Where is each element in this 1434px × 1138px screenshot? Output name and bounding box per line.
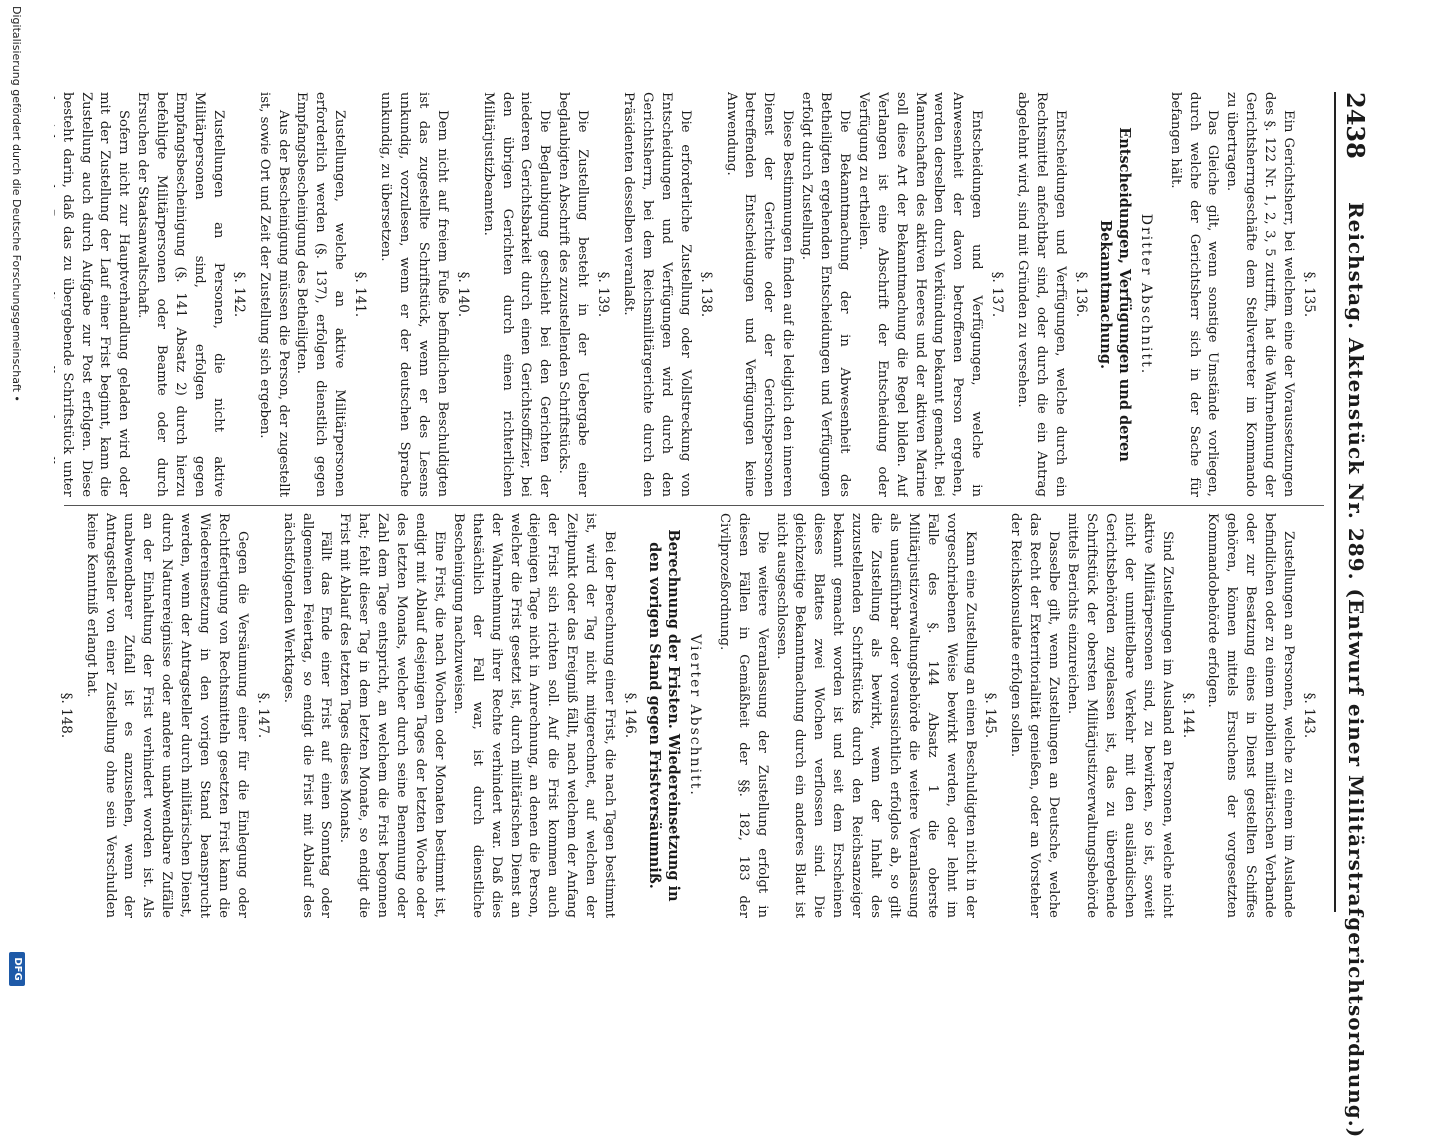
section-number: §. 137. — [989, 271, 1006, 318]
paragraph: Dasselbe gilt, wenn Zustellungen an Deutsche, welche das Recht der Exterritorialität genießen, oder an Vorsteher der Reichskonsulate erfolgen sollen. — [1008, 513, 1062, 918]
paragraph: Dem nicht auf freiem Fuße befindlichen Beschuldigten ist das zugestellte Schriftstück, wenn er des Lesens unkundig, vorzulesen, wenn er der deutschen Sprache unkundig, zu übersetzen. — [378, 92, 450, 497]
paragraph: Die Zustellung besteht in der Uebergabe einer beglaubigten Abschrift des zuzustellenden Schriftstücks. — [556, 92, 591, 497]
paragraph: Diese Bestimmungen finden auf die lediglich den inneren Dienst der Gerichte oder der Gerichtspersonen betreffenden Entscheidungen und Verfügungen keine Anwendung. — [723, 92, 796, 497]
section-number: §. 146. — [622, 692, 638, 739]
paragraph: Die weitere Veranlassung der Zustellung erfolgt in diesen Fällen in Gemäßheit der §§. 182, 183 der Civilprozeßordnung. — [716, 513, 770, 918]
paragraph: Die Bekanntmachung der in Abwesenheit des Betheiligten ergehenden Entscheidungen und Verfügungen erfolgt durch Zustellung. — [799, 92, 852, 497]
paragraph: Die Beglaubigung geschieht bei den Gerichten der niederen Gerichtsbarkeit durch einen Gerichtsoffizier, bei den übrigen Gerichten durch einen richterlichen Militärjustizbeamten. — [480, 92, 553, 497]
paragraph: Zustellungen an Personen, welche zu einem im Auslande befindlichen oder zu einem mobilen militärischen Verbande oder zur Besatzung eines in Dienst gestellten Schiffes gehören, können mittels Ersuchens der vorgesetzten Kommandobehörde erfolgen. — [1205, 513, 1297, 918]
paragraph: Die erforderliche Zustellung oder Vollstreckung von Entscheidungen und Verfügungen wird durch den Gerichtsherrn, bei dem Reichsmilitärgerichte durch den Präsidenten desselben veranlaßt. — [621, 92, 693, 497]
section-number: §. 142. — [230, 271, 247, 318]
paragraph: Aus der Bescheinigung müssen die Person, der zugestellt ist, sowie Ort und Zeit der Zustellung sich ergeben. — [256, 92, 291, 497]
section-number: §. 141. — [352, 271, 369, 318]
section-number: §. 138. — [697, 271, 714, 318]
paragraph: Entscheidungen und Verfügungen, welche in Anwesenheit der davon betroffenen Person ergehen, werden derselben durch Verkündung bekannt gemacht. Bei Mannschaften des aktiven Heeres und der aktiven Marine soll diese Art der Bekanntmachung die Regel bilden. Auf Verlangen ist eine Abschrift der Entscheidung oder Verfügung zu ertheilen. — [855, 92, 985, 497]
paragraph: Das Gleiche gilt, wenn sonstige Umstände vorliegen, durch welche der Gerichtsherr sich in der Sache für befangen hält. — [1167, 92, 1221, 497]
left-column — [54, 92, 1324, 497]
paragraph: Bei der Berechnung einer Frist, die nach Tagen bestimmt ist, wird der Tag nicht mitgerechnet, auf welchen der Zeitpunkt oder das Ereigniß fällt, nach welchem der Anfang der Frist sich richten soll. Auf die Frist kommen auch diejenigen Tage nicht in Anrechnung, an denen die Person, welcher die Frist gesetzt ist, durch militärischen Dienst an der Wahrnehmung ihrer Rechte verhindert war. Daß dies thatsächlich der Fall war, ist durch dienstliche Bescheinigung nachzuweisen. — [450, 513, 618, 918]
section-number: §. 140. — [454, 271, 471, 318]
digitization-credit — [6, 6, 26, 994]
paragraph: Entscheidungen und Verfügungen, welche durch ein Rechtsmittel anfechtbar sind, oder durch die ein Antrag abgelehnt wird, sind mit Gründen zu versehen. — [1015, 92, 1068, 497]
running-title: Reichstag. Aktenstück Nr. 289. (Entwurf einer Militärstrafgerichtsordnung.) — [1344, 202, 1368, 1138]
section-number: §. 136. — [1072, 271, 1089, 318]
part-heading: Vierter Abschnitt. — [686, 634, 703, 797]
dfg-logo: DFG — [9, 952, 25, 986]
paragraph: Eine Frist, die nach Wochen oder Monaten bestimmt ist, endigt mit Ablauf desjenigen Tages der letzten Woche oder des letzten Monats, welcher durch seine Benennung oder Zahl dem Tage entspricht, an welchem die Frist begonnen hat; fehlt dieser Tag in dem letzten Monate, so endigt die Frist mit Ablauf des letzten Tages dieses Monats. — [337, 513, 447, 918]
section-number: §. 139. — [595, 271, 612, 318]
section-number: §. 143. — [1301, 692, 1317, 739]
paragraph: Fällt das Ende einer Frist auf einen Sonntag oder allgemeinen Feiertag, so endigt die Frist mit Ablauf des nächstfolgenden Werktages. — [280, 513, 334, 918]
page-number: 2438 — [1341, 92, 1370, 159]
paragraph: Zustellungen, welche an aktive Militärpersonen erforderlich werden (§. 137), erfolgen dienstlich gegen Empfangsbescheinigung des Betheiligten. — [294, 92, 348, 497]
right-column — [54, 513, 1324, 918]
section-number: §. 148. — [57, 692, 74, 739]
column-divider — [64, 505, 1324, 506]
chapter-title: Entscheidungen, Verfügungen und deren Bekanntmachung. — [1096, 127, 1133, 462]
section-number: §. 135. — [1301, 271, 1317, 318]
credit-text: Digitalisierung gefördert durch die Deutsche Forschungsgemeinschaft • — [10, 6, 23, 402]
paragraph: Sofern nicht zur Hauptverhandlung geladen wird oder mit der Zustellung der Lauf einer Frist beginnt, kann die Zustellung auch durch Aufgabe zur Post erfolgen. Diese besteht darin, daß das zu übergebende Schriftstück unter — [59, 92, 132, 497]
part-heading: Dritter Abschnitt. — [1137, 213, 1154, 376]
chapter-title: Berechnung der Fristen. Wiedereinsetzung in den vorigen Stand gegen Fristversäumniß. — [646, 529, 682, 902]
paragraph: Gegen die Versäumung einer für die Einlegung oder Rechtfertigung von Rechtsmitteln gesetzten Frist kann die Wiedereinsetzung in den vorigen Stand beansprucht werden, wenn der Antragsteller durch militärischen Dienst, durch Naturereignisse oder andere unabwendbare Zufälle an der Einhaltung der Frist verhindert worden ist. Als unabwendbarer Zufall ist es anzusehen, wenn der Antragsteller von einer Zustellung ohne sein Verschulden keine Kenntniß erlangt hat. — [83, 513, 250, 918]
paragraph: Ein Gerichtsherr, bei welchem eine der Voraussetzungen des §. 122 Nr. 1, 2, 3, 5 zutrifft, hat die Wahrnehmung der Gerichtsherrngeschäfte dem Stellvertreter im Kommando zu übertragen. — [1224, 92, 1297, 497]
paragraph: Kann eine Zustellung an einen Beschuldigten nicht in der vorgeschriebenen Weise bewirkt werden, oder lehnt im Falle des §. 144 Absatz 1 die oberste Militärjustizverwaltungsbehörde die weitere Veranlassung als unausführbar oder voraussichtlich erfolglos ab, so gilt die Zustellung als bewirkt, wenn der Inhalt des zuzustellenden Schriftstücks durch den Reichsanzeiger bekannt gemacht worden ist und seit dem Erscheinen dieses Blattes zwei Wochen verflossen sind. Die gleichzeitige Bekanntmachung durch ein anderes Blatt ist nicht ausgeschlossen. — [773, 513, 978, 918]
section-number: §. 144. — [1179, 692, 1196, 739]
section-number: §. 147. — [254, 692, 271, 739]
paragraph: Sind Zustellungen im Ausland an Personen, welche nicht aktive Militärpersonen sind, zu bewirken, so ist, soweit nicht der unmittelbare Verkehr mit den ausländischen Gerichtsbehörden zugelassen ist, das zu übergebende Schriftstück der obersten Militärjustizverwaltungsbehörde mittels Berichts einzureichen. — [1065, 513, 1175, 918]
paragraph: Zustellungen an Personen, die nicht aktive Militärpersonen sind, erfolgen gegen Empfangsbescheinigung (§. 141 Absatz 2) durch hierzu befehligte Militärpersonen oder Beamte oder durch Ersuchen der Staatsanwaltschaft. — [135, 92, 226, 497]
page-header — [1334, 92, 1372, 1138]
section-number: §. 145. — [982, 692, 999, 739]
